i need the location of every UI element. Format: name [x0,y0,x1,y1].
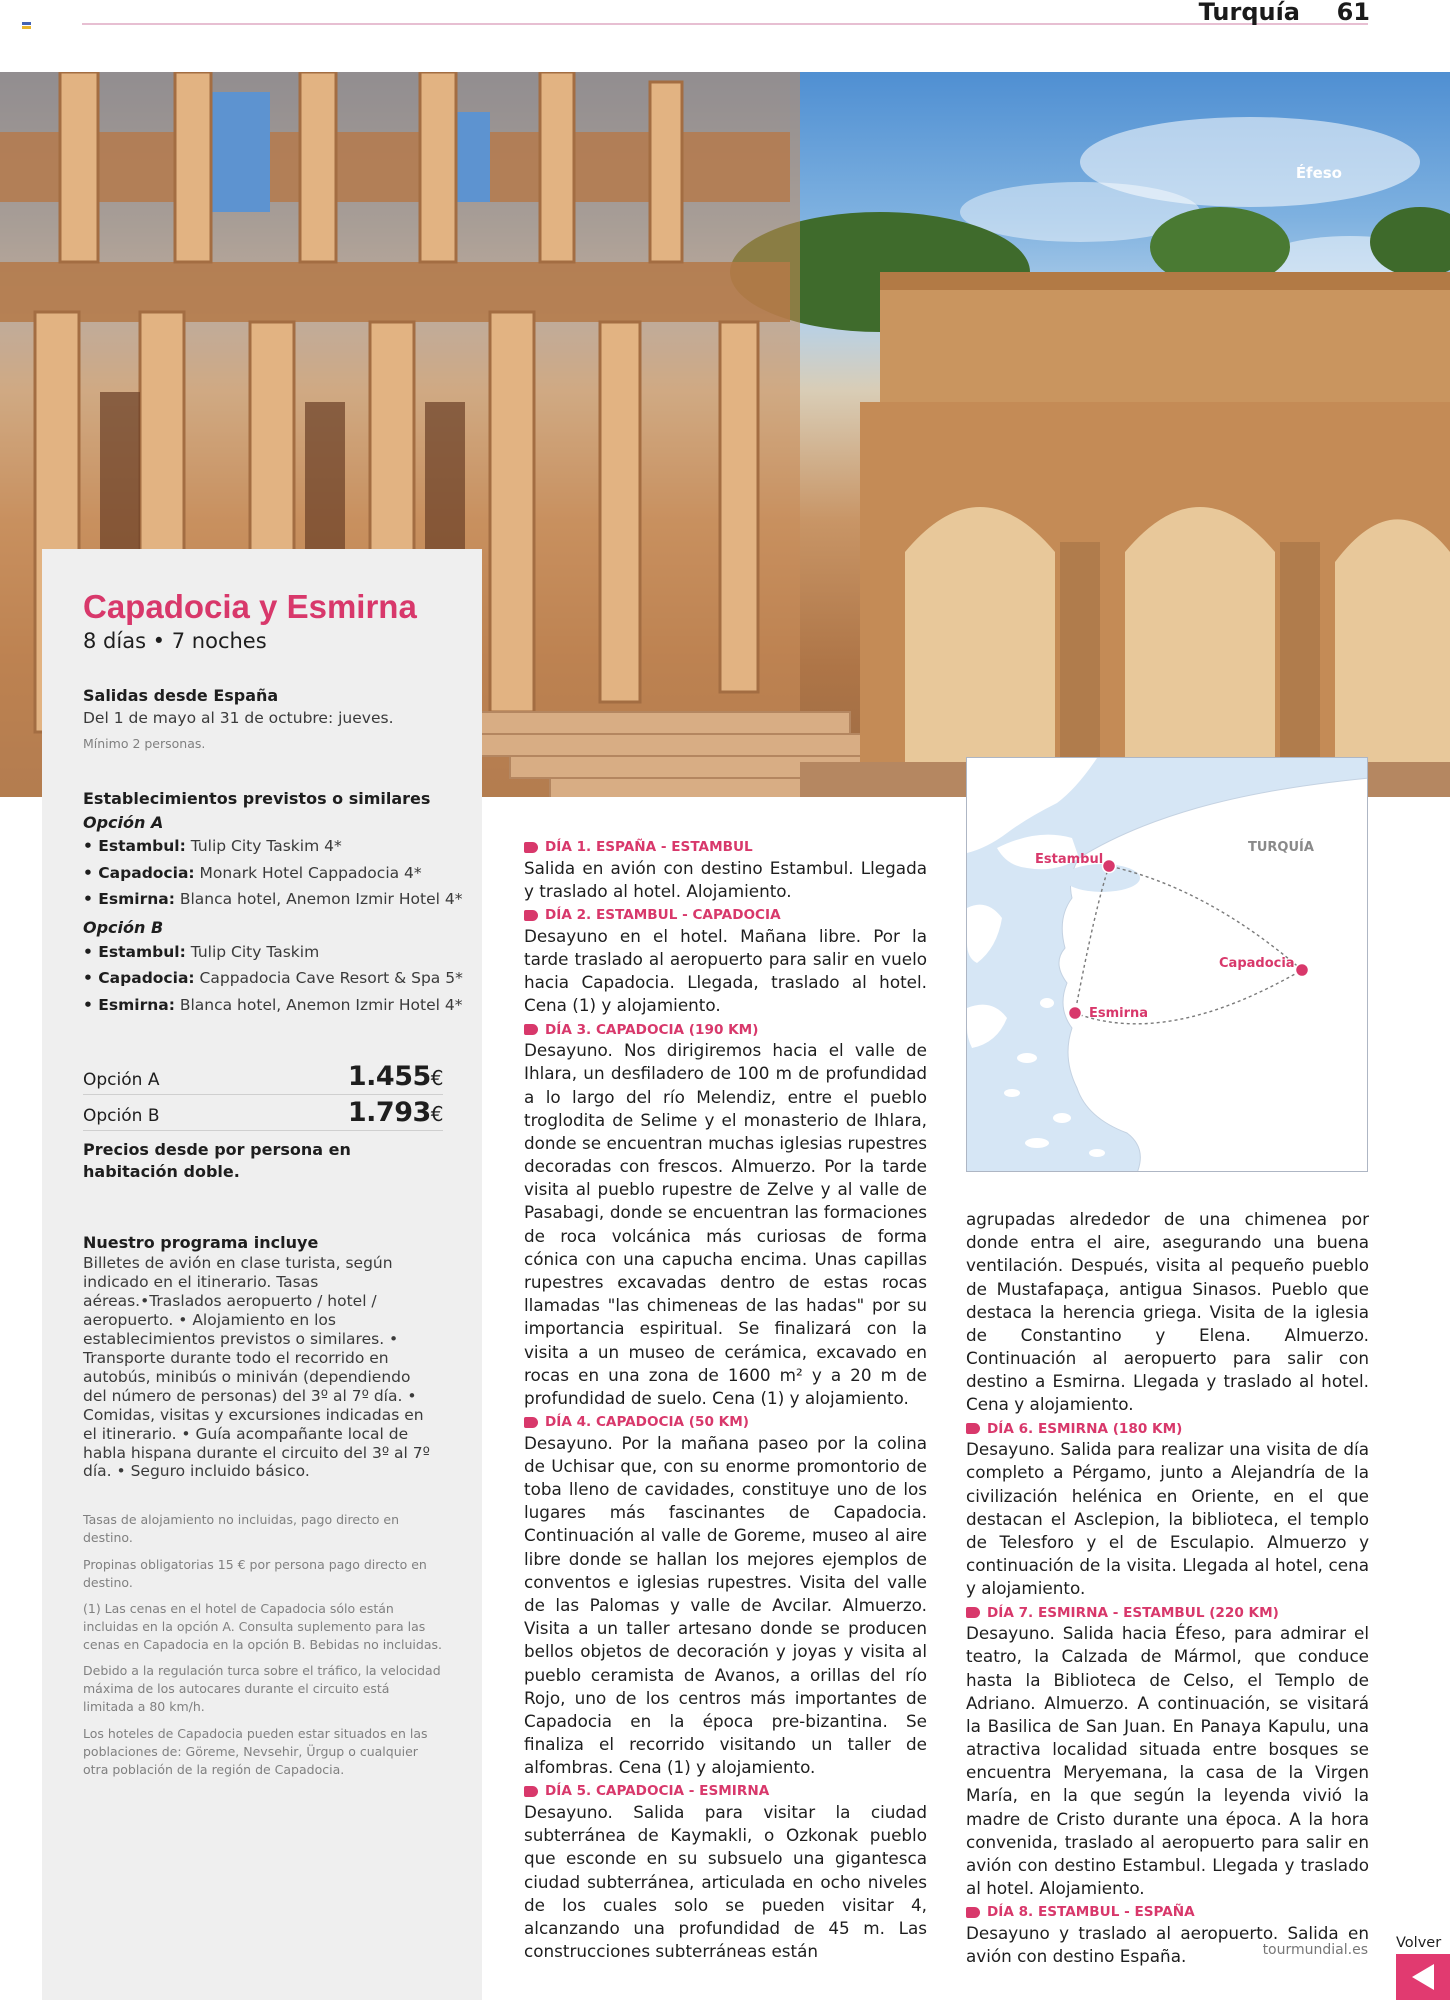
prices-section [83,1059,443,1184]
day-text: Desayuno en el hotel. Mañana libre. Por la tarde traslado al aeropuerto para salir en vuelo hacia Capadocia. Llegada, traslado al hotel. Cena (1) y alojamiento. [524,925,927,1016]
notes-section [83,1511,443,1779]
header-rule [82,23,1368,25]
note-item: Tasas de alojamiento no incluidas, pago directo en destino. [83,1512,400,1546]
includes-text: Billetes de avión en clase turista, según indicado en el itinerario. Tasas aéreas.•Traslados aeropuerto / hotel / aeropuerto. • Alojamiento en los establecimientos previstos o similares. • Transporte durante todo el recorrido en autobús, minibús o miniván (dependiendo del número de personas) del 3º al 7º día. • Comidas, visitas y excursiones indicadas en el itinerario. • Guía acompañante local de habla hispana durante el circuito del 3º al 7º día. • Seguro incluido básico. [83,1254,430,1481]
day-marker-icon [524,1024,538,1035]
day-text: agrupadas alrededor de una chimenea por donde entra el aire, asegurando una buena ventilación. Después, visita al pequeño pueblo de Mustafapaça, antigua Sinasos. Pueblo que destaca la herencia griega. Visita de la iglesia de Constantino y Elena. Almuerzo. Continuación al aeropuerto para salir con destino a Esmirna. Llegada y traslado al hotel. Cena y alojamiento. [966,1209,1369,1415]
hotel-item [83,860,482,887]
hotel-city: • Estambul: [83,837,186,856]
day-marker-icon [524,1417,538,1428]
hotel-option-label: Opción A [83,812,164,832]
map-country-label: TURQUÍA [1248,840,1314,855]
turkey-map-illustration [967,758,1368,1172]
day-text: Desayuno. Nos dirigiremos hacia el valle de Ihlara, un desfiladero de 100 m de profundidad a lo largo del río Melendiz, entre el pueblo troglodita de Selime y el monasterio de Ihlara, donde se encuentran muchas iglesias rupestres decoradas con frescos. Almuerzo. Por la tarde visita al pueblo rupestre de Zelve y al valle de Pasabagi, donde se encuentran las formaciones de roca volcánica más curiosas de forma cónica con una capucha encima. Unas capillas rupestres excavadas dentro de estas rocas llamadas "las chimeneas de las hadas" por su importancia espiritual. Se finalizará con la visita a un museo de cerámica, excavado en rocas en una zona de 1600 m² y a 20 m de profundidad de suelo. Cena (1) y alojamiento. [524,1040,927,1408]
day-heading: DÍA 7. ESMIRNA - ESTAMBUL (220 KM) [966,1604,1369,1623]
note-item: Propinas obligatorias 15 € por persona pago directo en destino. [83,1556,427,1590]
day-marker-icon [966,1423,980,1434]
day-heading: DÍA 5. CAPADOCIA - ESMIRNA [524,1782,927,1801]
cappadocia-marker [1296,964,1309,977]
izmir-marker [1069,1007,1082,1020]
note-item: Debido a la regulación turca sobre el tráfico, la velocidad máxima de los autocares durante el circuito está limitada a 80 km/h. [83,1663,441,1715]
hotel-item [83,886,482,913]
day-heading: DÍA 8. ESTAMBUL - ESPAÑA [966,1903,1369,1922]
day-text: Salida en avión con destino Estambul. Llegada y traslado al hotel. Alojamiento. [524,857,927,901]
hotel-city: • Esmirna: [83,996,175,1015]
day-marker-icon [524,910,538,921]
note-item: Los hoteles de Capadocia pueden estar situados en las poblaciones de: Göreme, Nevsehir, Ürgup o cualquier otra población de la región de Capadocia. [83,1725,428,1777]
trip-duration: 8 días • 7 noches [83,629,267,654]
hotel-name: Blanca hotel, Anemon Izmir Hotel 4* [174,890,463,909]
departures-note: Mínimo 2 personas. [83,736,206,752]
hotel-name: Cappadocia Cave Resort & Spa 5* [194,969,463,988]
hotel-name: Tulip City Taskim 4* [185,837,342,856]
day-heading: DÍA 1. ESPAÑA - ESTAMBUL [524,838,927,857]
hotel-name: Monark Hotel Cappadocia 4* [194,863,422,882]
footer-url: tourmundial.es [1262,1942,1368,1958]
currency-symbol: € [430,1101,443,1126]
map-label-izmir: Esmirna [1089,1006,1149,1021]
itinerary-column-1 [524,835,927,1963]
day-heading: DÍA 4. CAPADOCIA (50 KM) [524,1413,927,1432]
hotel-city: • Capadocia: [83,969,195,988]
hotel-option-label: Opción B [83,918,164,938]
currency-symbol: € [430,1065,443,1090]
photo-caption: Éfeso [1295,164,1342,182]
section-country: Turquía [1198,0,1300,26]
price-value: 1.455€ [347,1060,443,1092]
day-heading: DÍA 6. ESMIRNA (180 KM) [966,1420,1369,1439]
hotel-city: • Esmirna: [83,890,175,909]
day-heading: DÍA 3. CAPADOCIA (190 KM) [524,1021,927,1040]
hotel-name: Blanca hotel, Anemon Izmir Hotel 4* [174,996,463,1015]
price-value: 1.793€ [347,1096,443,1128]
map-label-istanbul: Estambul [1035,852,1104,867]
map-label-cappadocia: Capadocia [1219,956,1295,971]
trip-title: Capadocia y Esmirna [83,588,417,625]
note-item: (1) Las cenas en el hotel de Capadocia sólo están incluidas en la opción A. Consulta suplemento para las cenas en Capadocia en la opción B. Bebidas no incluidas. [83,1600,442,1653]
price-label: Opción B [83,1105,160,1126]
hotel-city: • Estambul: [83,942,186,961]
includes-section [83,1233,433,1481]
price-row-option-a [83,1059,443,1095]
day-marker-icon [966,1607,980,1618]
spain-flag-icon [22,22,31,29]
day-text: Desayuno. Salida hacia Éfeso, para admirar el teatro, la Calzada de Mármol, que conduce hasta la Biblioteca de Celso, el Templo de Adriano. Almuerzo. A continuación, se visitará la Basilica de San Juan. En Panaya Kapulu, una atractiva localidad situada entre bosques se encuentra Meryemana, la casa de la Virgen María, en la que según la leyenda vivió la madre de Cristo durante una época. A la hora convenida, traslado al aeropuerto para salir en avión con destino Estambul. Llegada y traslado al hotel. Alojamiento. [966,1623,1369,1899]
day-marker-icon [524,842,538,853]
day-text: Desayuno y traslado al aeropuerto. Salida en avión con destino España. [966,1923,1369,1967]
includes-heading: Nuestro programa incluye [83,1233,319,1253]
day-text: Desayuno. Por la mañana paseo por la colina de Uchisar que, con su enorme promontorio de toba lleno de cavidades, constituye uno de los lugares más fascinantes de Capadocia. Continuación al valle de Goreme, museo al aire libre donde se hallan los mejores ejemplos de conventos e iglesias rupestres. Visita del valle de las Palomas y valle de Avcilar. Almuerzo. Visita a un taller artesano donde se producen bellos objetos de decoración y joyas y visita al pueblo ceramista de Avanos, a orillas del río Rojo, uno de los centros más importantes de Capadocia en la época pre-bizantina. Se finaliza el recorrido visitando un taller de alfombras. Cena (1) y alojamiento. [524,1432,927,1778]
hotel-item [83,833,482,860]
hotel-item [83,992,482,1019]
hotel-name: Tulip City Taskim [185,942,320,961]
hotel-item [83,939,482,966]
back-button[interactable] [1396,1954,1450,2000]
departures-text: Del 1 de mayo al 31 de octubre: jueves. [83,709,394,728]
day-heading: DÍA 2. ESTAMBUL - CAPADOCIA [524,906,927,925]
hotel-item [83,965,482,992]
departures-heading: Salidas desde España [83,686,279,706]
hotels-heading: Establecimientos previstos o similares [83,788,431,808]
day-text: Desayuno. Salida para visitar la ciudad subterránea de Kaymakli, o Ozkonak pueblo que esconde en su subsuelo una gigantesca ciudad subterránea, articulada en ocho niveles de los cuales solo se pueden visitar 4, alcanzando una profundidad de 45 m. Las construcciones subterráneas están [524,1802,927,1962]
back-label[interactable]: Volver [1396,1935,1442,1951]
price-label: Opción A [83,1069,160,1090]
back-arrow-icon [1412,1964,1434,1990]
price-row-option-b [83,1095,443,1131]
day-marker-icon [966,1907,980,1918]
hotel-city: • Capadocia: [83,863,195,882]
day-marker-icon [524,1786,538,1797]
page-number: 61 [1336,0,1370,26]
istanbul-marker [1103,860,1116,873]
price-note: Precios desde por persona en habitación doble. [83,1139,351,1182]
route-map [966,757,1368,1172]
day-text: Desayuno. Salida para realizar una visita de día completo a Pérgamo, junto a Alejandría de la civilización helénica en Oriente, en el que destacan el Asclepion, la biblioteca, el templo de Telesforo y el de Esculapio. Almuerzo y continuación de la visita. Llegada al hotel, cena y alojamiento. [966,1439,1369,1599]
itinerary-column-2 [966,1208,1369,1968]
hotels-section [83,789,482,1019]
info-sidebar [42,549,482,2000]
departures-section [83,686,482,753]
